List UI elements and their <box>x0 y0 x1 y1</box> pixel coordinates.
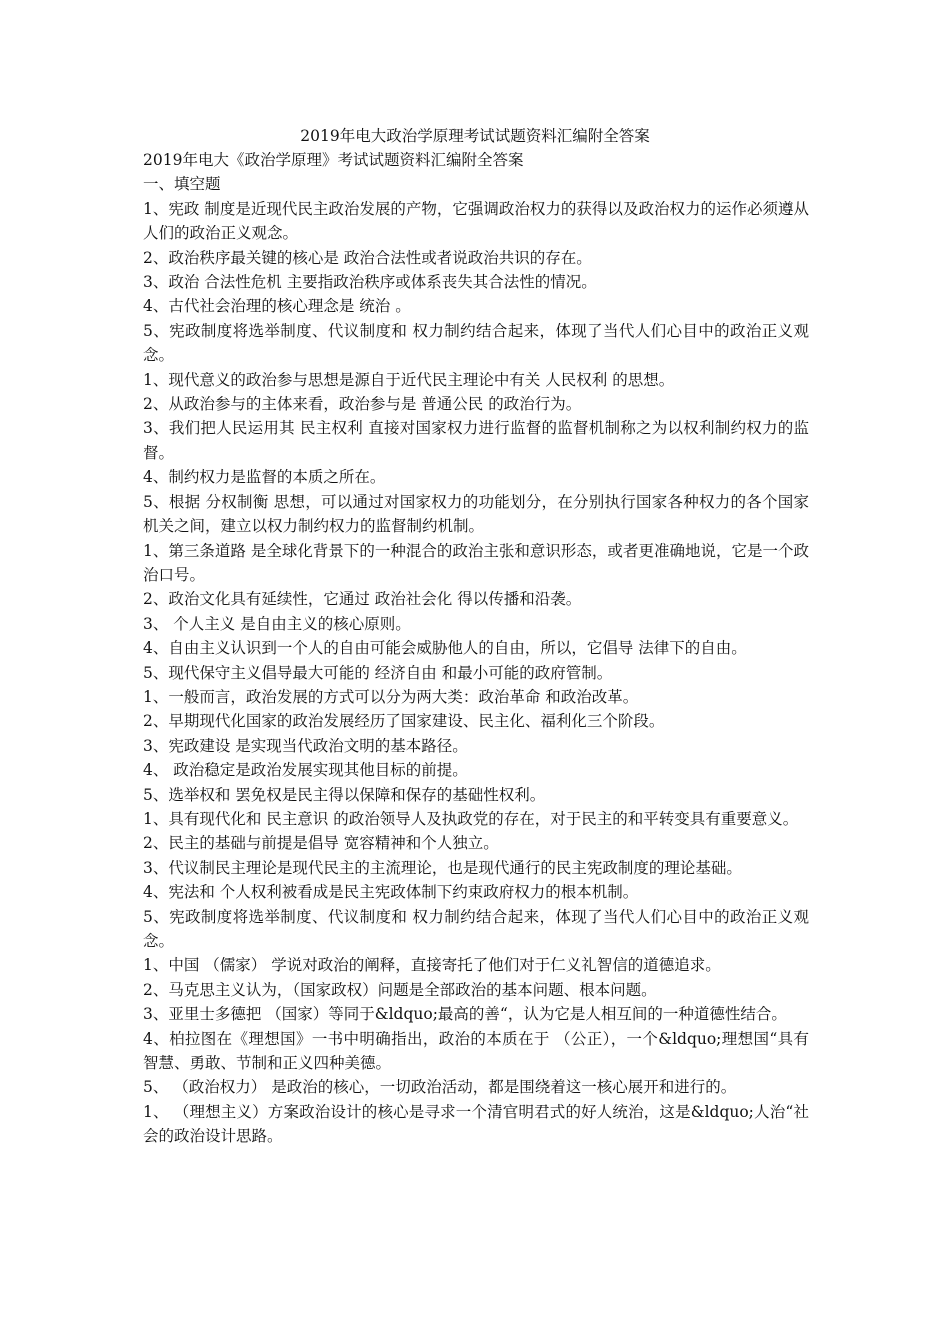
paragraph: 一、填空题 <box>143 175 221 194</box>
paragraph: 1、具有现代化和 民主意识 的政治领导人及执政党的存在，对于民主的和平转变具有重要意义。 <box>143 809 799 828</box>
paragraph: 4、 政治稳定是政治发展实现其他目标的前提。 <box>143 761 468 780</box>
paragraph: 1、现代意义的政治参与思想是源自于近代民主理论中有关 人民权利 的思想。 <box>143 370 675 389</box>
paragraph: 2、政治秩序最关键的核心是 政治合法性或者说政治共识的存在。 <box>143 248 592 267</box>
paragraph: 5、宪政制度将选举制度、代议制度和 权力制约结合起来，体现了当代人们心目中的政治正义观念。 <box>143 907 809 950</box>
document-body <box>143 148 809 1149</box>
paragraph: 4、制约权力是监督的本质之所在。 <box>143 468 386 487</box>
paragraph: 4、古代社会治理的核心理念是 统治 。 <box>143 297 411 316</box>
paragraph: 5、选举权和 罢免权是民主得以保障和保存的基础性权利。 <box>143 785 546 804</box>
paragraph: 4、自由主义认识到一个人的自由可能会威胁他人的自由，所以，它倡导 法律下的自由。 <box>143 639 747 658</box>
paragraph: 2、从政治参与的主体来看，政治参与是 普通公民 的政治行为。 <box>143 395 582 414</box>
paragraph: 1、 （理想主义）方案政治设计的核心是寻求一个清官明君式的好人统治，这是&ldquo;人治“社会的政治设计思路。 <box>143 1102 809 1146</box>
paragraph: 3、代议制民主理论是现代民主的主流理论，也是现代通行的民主宪政制度的理论基础。 <box>143 858 742 877</box>
paragraph: 3、亚里士多德把 （国家）等同于&ldquo;最高的善“，认为它是人相互间的一种道德性结合。 <box>143 1005 787 1024</box>
paragraph: 4、柏拉图在《理想国》一书中明确指出，政治的本质在于 （公正），一个&ldquo;理想国“具有智慧、勇敢、节制和正义四种美德。 <box>143 1029 809 1073</box>
paragraph: 1、一般而言，政治发展的方式可以分为两大类：政治革命 和政治改革。 <box>143 687 639 706</box>
paragraph: 5、 （政治权力） 是政治的核心，一切政治活动，都是围绕着这一核心展开和进行的。 <box>143 1078 737 1097</box>
paragraph: 1、宪政 制度是近现代民主政治发展的产物，它强调政治权力的获得以及政治权力的运作必须遵从人们的政治正义观念。 <box>143 199 809 243</box>
paragraph: 3、 个人主义 是自由主义的核心原则。 <box>143 614 411 633</box>
paragraph: 2、民主的基础与前提是倡导 宽容精神和个人独立。 <box>143 834 499 853</box>
paragraph: 2、政治文化具有延续性，它通过 政治社会化 得以传播和沿袭。 <box>143 590 582 609</box>
paragraph: 2、马克思主义认为，（国家政权）问题是全部政治的基本问题、根本问题。 <box>143 980 657 999</box>
paragraph: 2、早期现代化国家的政治发展经历了国家建设、民主化、福利化三个阶段。 <box>143 712 665 731</box>
paragraph: 3、政治 合法性危机 主要指政治秩序或体系丧失其合法性的情况。 <box>143 273 597 292</box>
paragraph: 1、中国 （儒家） 学说对政治的阐释，直接寄托了他们对于仁义礼智信的道德追求。 <box>143 956 721 975</box>
paragraph: 5、宪政制度将选举制度、代议制度和 权力制约结合起来，体现了当代人们心目中的政治正义观念。 <box>143 321 809 365</box>
paragraph: 3、宪政建设 是实现当代政治文明的基本路径。 <box>143 736 468 755</box>
paragraph: 5、根据 分权制衡 思想，可以通过对国家权力的功能划分，在分别执行国家各种权力的各个国家机关之间，建立以权力制约权力的监督制约机制。 <box>143 492 809 536</box>
paragraph: 5、现代保守主义倡导最大可能的 经济自由 和最小可能的政府管制。 <box>143 663 613 682</box>
paragraph: 3、我们把人民运用其 民主权利 直接对国家权力进行监督的监督机制称之为以权利制约权力的监督。 <box>143 419 809 462</box>
paragraph: 1、第三条道路 是全球化背景下的一种混合的政治主张和意识形态，或者更准确地说，它是一个政治口号。 <box>143 541 809 584</box>
paragraph: 2019年电大《政治学原理》考试试题资料汇编附全答案 <box>143 151 524 169</box>
document-title: 2019年电大政治学原理考试试题资料汇编附全答案 <box>300 127 650 145</box>
paragraph: 4、宪法和 个人权利被看成是民主宪政体制下约束政府权力的根本机制。 <box>143 883 639 902</box>
